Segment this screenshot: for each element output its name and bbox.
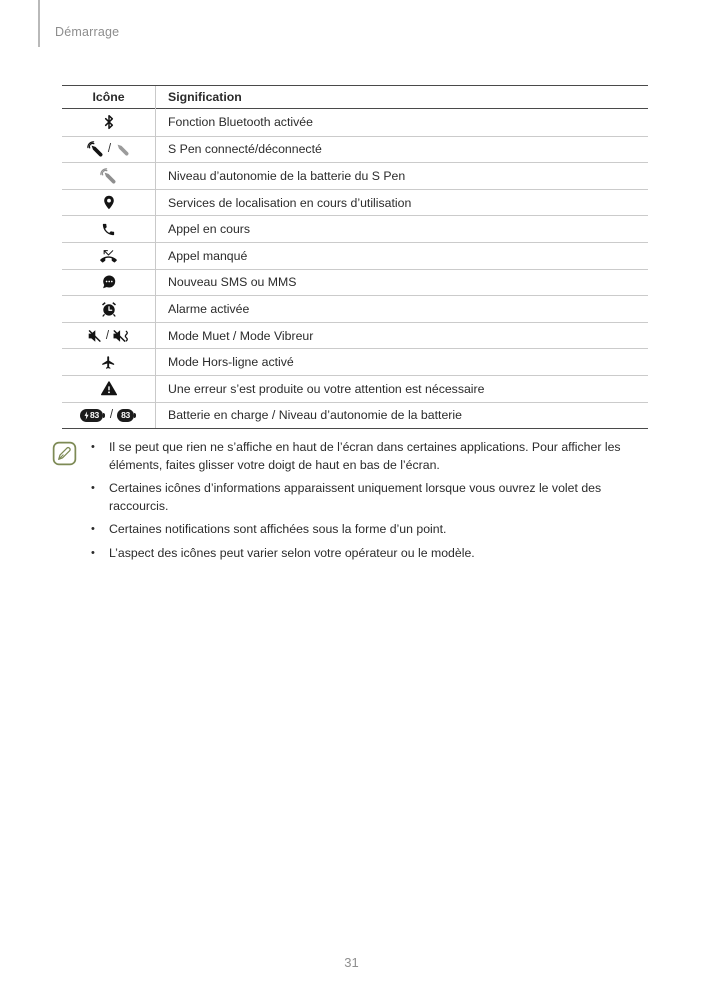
table-row	[62, 242, 648, 269]
status-icon-table	[62, 85, 648, 429]
note-item	[91, 521, 650, 539]
row-meaning: Appel en cours	[168, 222, 251, 237]
s-pen-connected-icon	[87, 141, 104, 157]
missed-call-icon	[100, 248, 117, 264]
warning-icon	[101, 381, 117, 396]
note-icon	[52, 441, 78, 568]
s-pen-battery-icon	[100, 168, 117, 184]
row-meaning: Fonction Bluetooth activée	[168, 115, 313, 130]
note-item	[91, 480, 650, 515]
table-header-row	[62, 86, 648, 109]
table-row	[62, 189, 648, 216]
chapter-title: Démarrage	[55, 25, 120, 39]
row-meaning: S Pen connecté/déconnecté	[168, 142, 322, 157]
note-item	[91, 439, 650, 474]
location-icon	[103, 195, 115, 210]
page-number: 31	[344, 955, 359, 970]
battery-charging-level: 83	[90, 410, 99, 421]
vibrate-icon	[113, 329, 129, 343]
table-row	[62, 162, 648, 189]
note-item	[91, 545, 650, 563]
row-meaning: Une erreur s’est produite ou votre attention est nécessaire	[168, 381, 485, 396]
separator: /	[109, 409, 114, 422]
bullet-dot: •	[91, 546, 95, 559]
table-row	[62, 348, 648, 375]
note-text: Il se peut que rien ne s’affiche en haut de l’écran dans certaines applications. Pour afficher les éléments, faites glisser votre doigt de haut en bas de l’écran.	[109, 440, 621, 472]
battery-charging-icon	[80, 409, 103, 422]
bullet-dot: •	[91, 441, 95, 453]
battery-level-value: 83	[121, 410, 130, 421]
call-icon	[101, 222, 116, 237]
note-text: Certaines notifications sont affichées sous la forme d’un point.	[109, 522, 447, 536]
notes-block	[52, 439, 650, 568]
table-row	[62, 375, 648, 402]
table-row	[62, 109, 648, 136]
row-meaning: Batterie en charge / Niveau d’autonomie de la batterie	[168, 408, 462, 423]
column-header-icone: Icône	[92, 90, 125, 104]
bullet-dot: •	[91, 523, 95, 535]
row-meaning: Nouveau SMS ou MMS	[168, 275, 297, 290]
row-meaning: Niveau d’autonomie de la batterie du S Pen	[168, 168, 406, 183]
column-divider	[155, 86, 156, 428]
bullet-dot: •	[91, 482, 95, 494]
note-list	[91, 439, 650, 568]
table-row	[62, 402, 648, 429]
row-meaning: Mode Muet / Mode Vibreur	[168, 328, 314, 343]
alarm-icon	[101, 301, 117, 317]
table-row	[62, 322, 648, 349]
message-icon	[102, 275, 116, 289]
row-meaning: Alarme activée	[168, 301, 250, 316]
separator: /	[107, 143, 112, 156]
chapter-rule	[38, 0, 40, 47]
column-header-signification: Signification	[168, 90, 242, 104]
table-row	[62, 215, 648, 242]
battery-level-icon	[117, 409, 134, 422]
row-meaning: Services de localisation en cours d’utilisation	[168, 195, 412, 210]
mute-icon	[88, 329, 102, 343]
table-row	[62, 269, 648, 296]
airplane-icon	[101, 355, 116, 370]
row-meaning: Appel manqué	[168, 248, 248, 263]
bluetooth-icon	[103, 114, 115, 130]
row-meaning: Mode Hors-ligne activé	[168, 355, 294, 370]
separator: /	[105, 329, 110, 342]
table-row	[62, 136, 648, 163]
s-pen-disconnected-icon	[115, 142, 130, 157]
note-text: Certaines icônes d’informations apparaissent uniquement lorsque vous ouvrez le volet des raccourcis.	[109, 481, 602, 513]
note-text: L’aspect des icônes peut varier selon votre opérateur ou le modèle.	[109, 545, 475, 560]
table-row	[62, 295, 648, 322]
